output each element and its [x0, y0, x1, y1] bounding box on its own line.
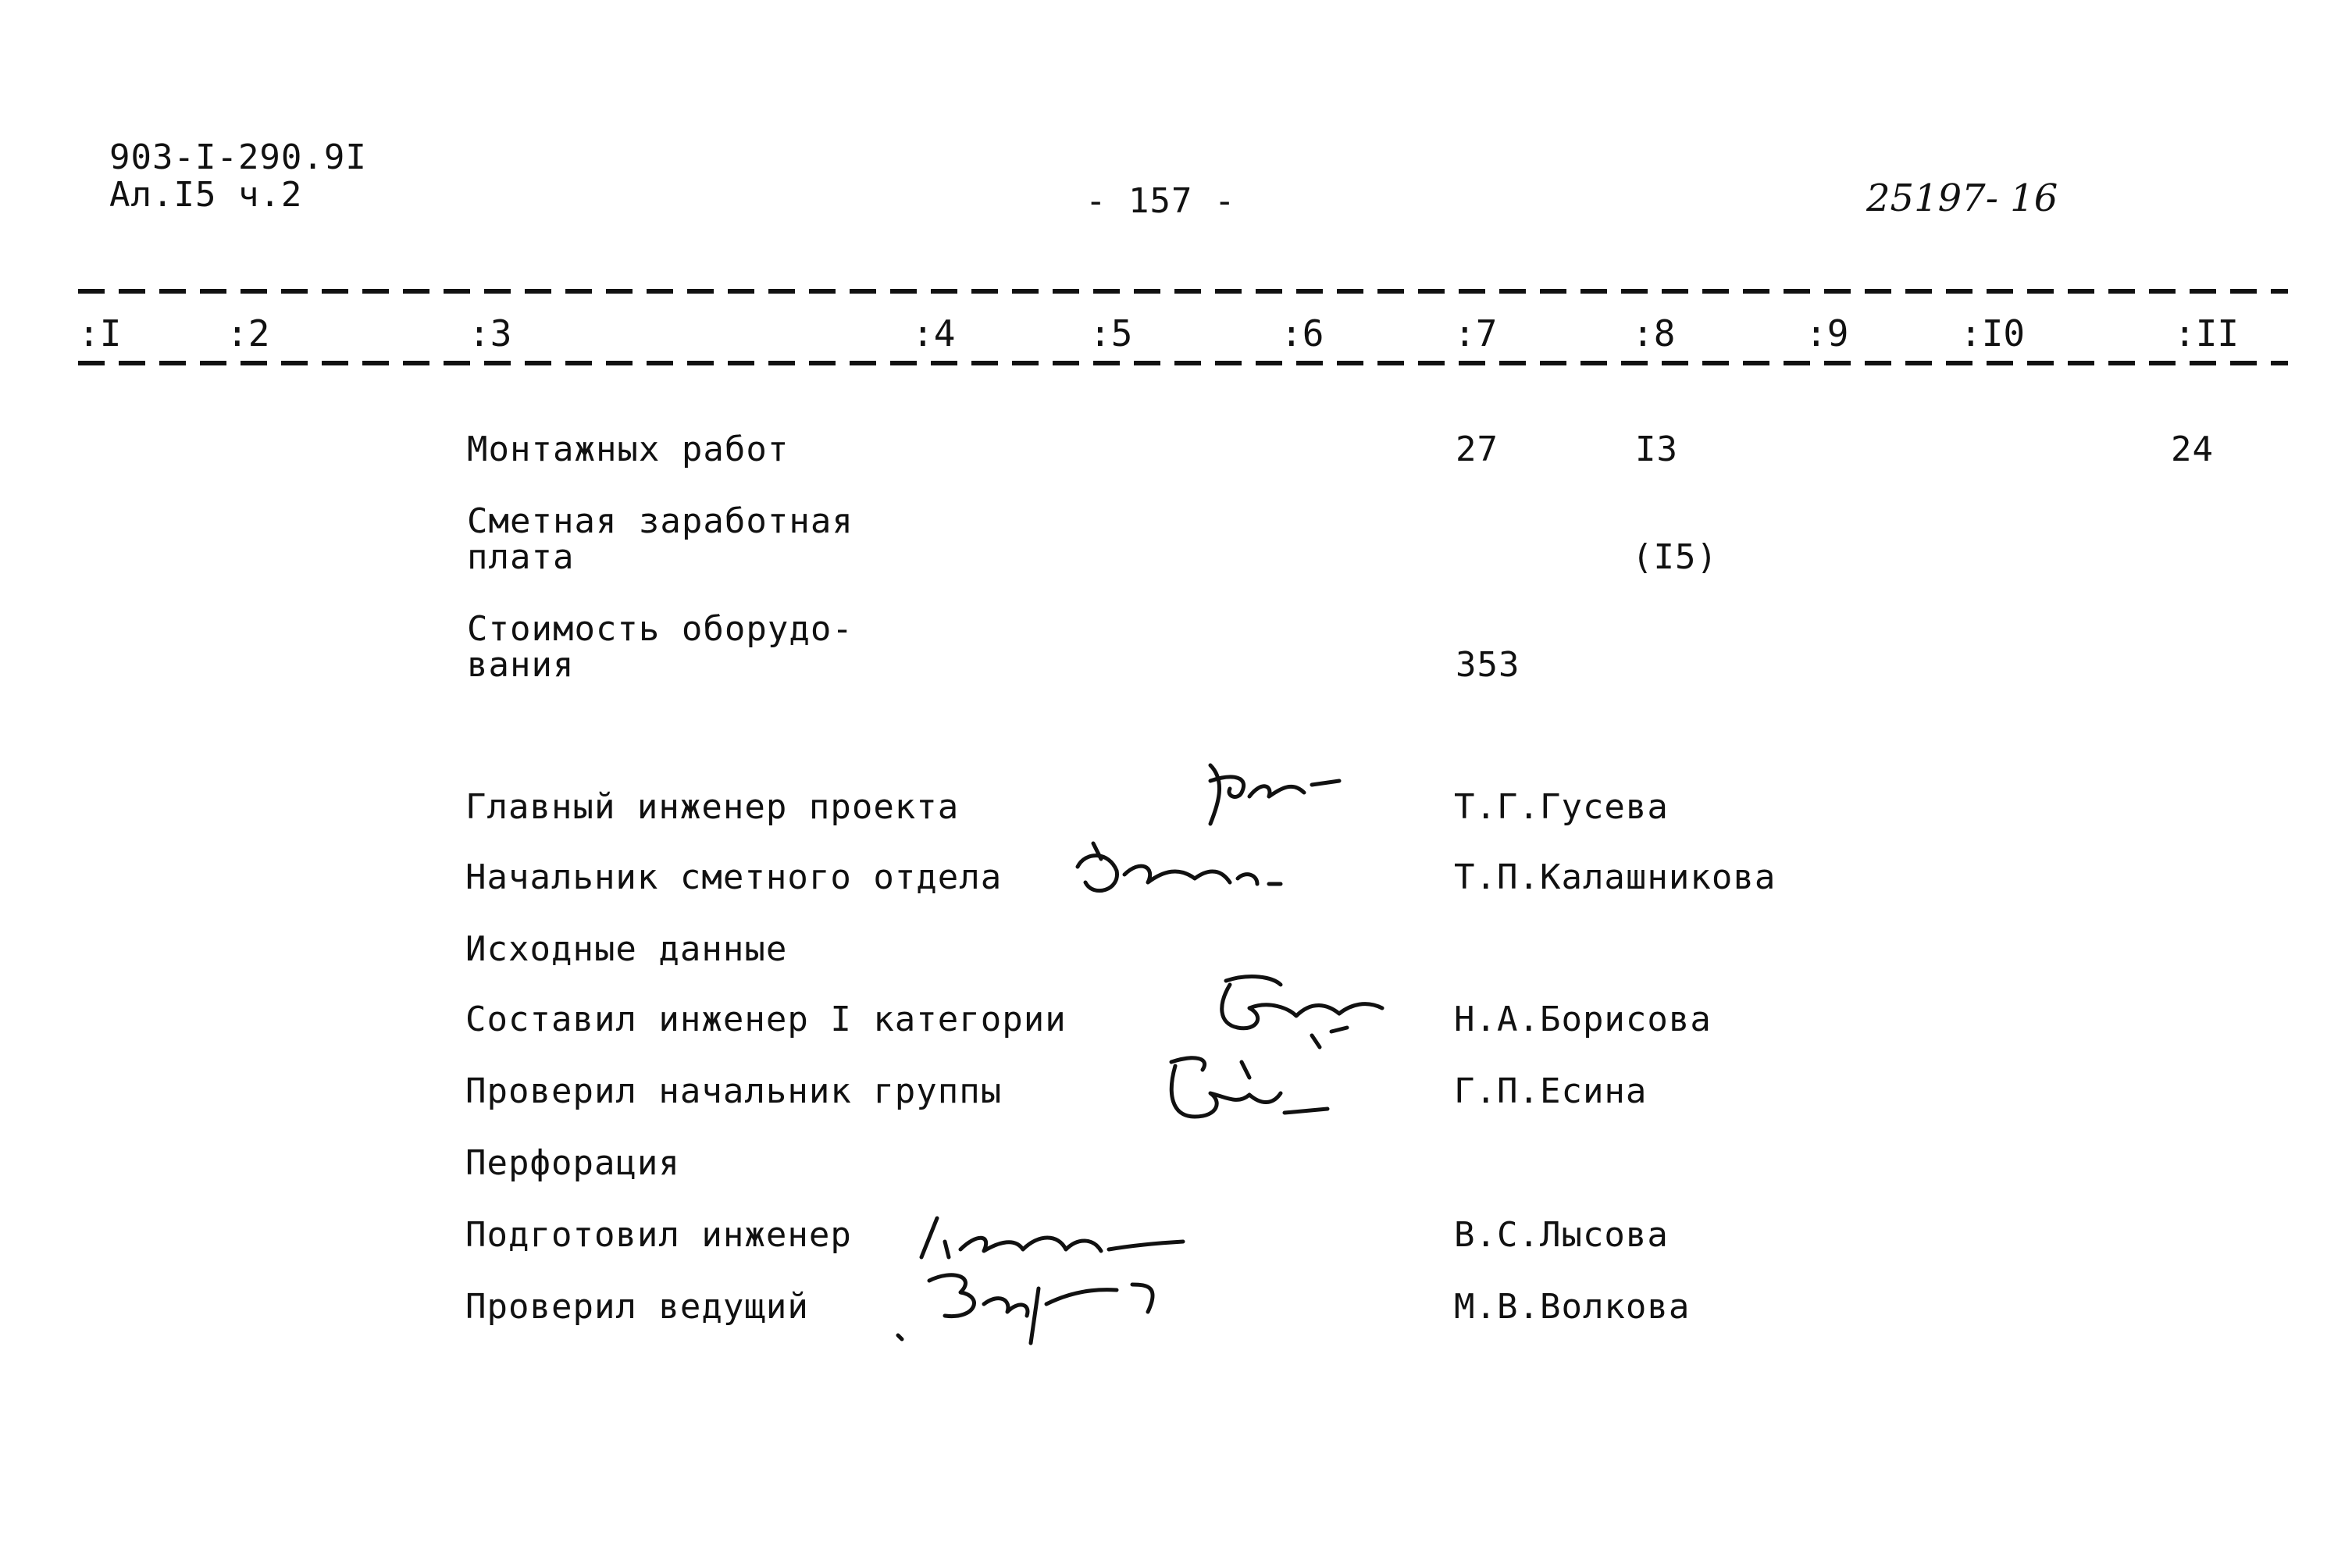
signature-name: Н.А.Борисова: [1454, 1000, 1712, 1039]
handwritten-signature: [882, 1257, 1179, 1351]
column-number-8: :8: [1632, 312, 1676, 355]
document-sheet: Ал.I5 ч.2: [109, 175, 303, 215]
row-label-continued: плата: [467, 537, 575, 577]
column-number-1: :I: [78, 312, 122, 355]
handwritten-signature: [1148, 1046, 1335, 1140]
row-value-col8: I3: [1635, 429, 1678, 469]
column-number-2: :2: [226, 312, 270, 355]
signature-role: Проверил ведущий: [465, 1287, 809, 1327]
section-heading: Перфорация: [465, 1143, 680, 1183]
signature-name: Т.П.Калашникова: [1454, 857, 1776, 897]
archive-number: 25197- 16: [1866, 176, 2058, 220]
row-value-col7: 353: [1456, 645, 1520, 685]
row-label-continued: вания: [467, 645, 575, 685]
column-number-4: :4: [912, 312, 956, 355]
signature-name: Г.П.Есина: [1454, 1071, 1648, 1111]
column-number-7: :7: [1454, 312, 1498, 355]
column-number-3: :3: [469, 312, 512, 355]
signature-name: В.С.Лысова: [1454, 1215, 1669, 1255]
row-value-col11: 24: [2171, 429, 2214, 469]
signature-role: Начальник сметного отдела: [465, 857, 1003, 897]
signature-role: Составил инженер I категории: [465, 1000, 1067, 1039]
row-label: Монтажных работ: [467, 429, 789, 469]
row-label: Стоимость оборудо-: [467, 609, 853, 649]
signature-role: Подготовил инженер: [465, 1215, 852, 1255]
page-number: - 157 -: [1085, 181, 1236, 221]
signature-role: Проверил начальник группы: [465, 1071, 1003, 1111]
handwritten-signature: [1195, 750, 1351, 836]
handwritten-signature: [1062, 828, 1296, 914]
section-heading: Исходные данные: [465, 929, 788, 969]
column-number-6: :6: [1281, 312, 1324, 355]
column-dashed-rule: [78, 361, 2288, 365]
column-number-9: :9: [1805, 312, 1849, 355]
document-code: 903-I-290.9I: [109, 137, 367, 177]
column-number-5: :5: [1089, 312, 1133, 355]
column-number-10: :I0: [1960, 312, 2026, 355]
header-dashed-rule: [78, 289, 2288, 294]
row-value-col8: (I5): [1632, 537, 1718, 577]
signature-role: Главный инженер проекта: [465, 787, 960, 827]
signature-name: М.В.Волкова: [1454, 1287, 1691, 1327]
column-number-11: :II: [2174, 312, 2240, 355]
handwritten-signature: [1195, 965, 1398, 1059]
row-label: Сметная заработная: [467, 501, 853, 541]
signature-name: Т.Г.Гусева: [1454, 787, 1669, 827]
row-value-col7: 27: [1456, 429, 1499, 469]
